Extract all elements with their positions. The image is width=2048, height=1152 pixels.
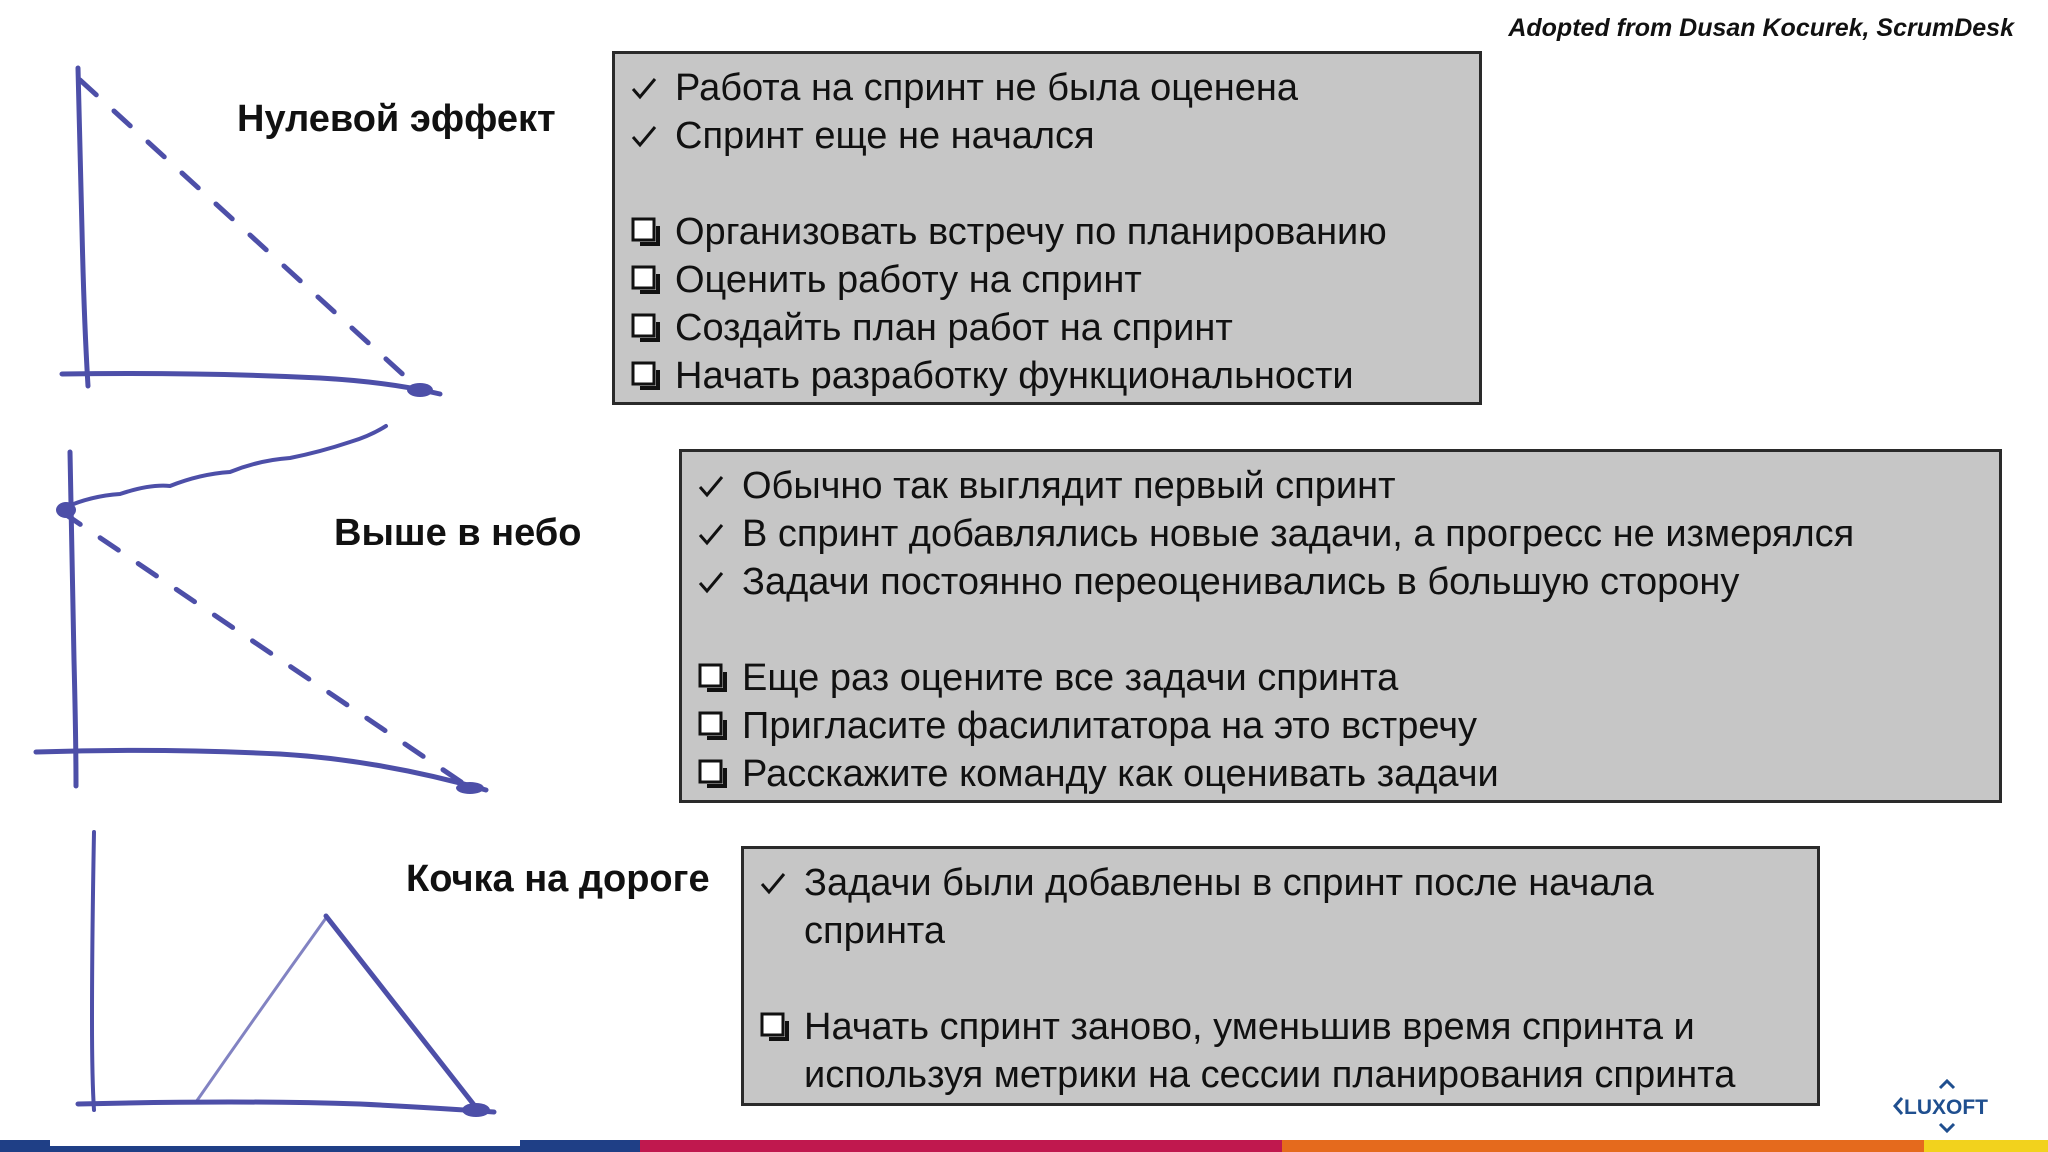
observation-text: Обычно так выглядит первый спринт	[742, 465, 1396, 507]
checkbox-icon	[698, 702, 742, 750]
checkmark-icon	[631, 112, 675, 160]
info-box-bump-on-road	[741, 846, 1820, 1106]
sketch-1-end-dot	[407, 383, 433, 397]
checkbox-icon	[698, 750, 742, 798]
luxoft-logo-icon	[1892, 1078, 2002, 1134]
sketch-3-bump-rise	[196, 918, 326, 1102]
action-item	[698, 750, 1981, 798]
observation-item	[698, 510, 1981, 558]
sketch-3-y-axis	[92, 832, 94, 1110]
section-label-bump-on-road: Кочка на дороге	[406, 858, 710, 900]
checkmark-icon	[631, 64, 675, 112]
footer-bar-crimson	[640, 1140, 1282, 1152]
checkmark-icon	[698, 462, 742, 510]
action-item	[698, 654, 1981, 702]
info-box-up-to-sky	[679, 449, 2002, 803]
checkbox-icon	[698, 654, 742, 702]
sketch-2-x-axis	[36, 750, 486, 790]
action-item	[698, 702, 1981, 750]
source-credit: Adopted from Dusan Kocurek, ScrumDesk	[1508, 14, 2014, 42]
observation-text: Спринт еще не начался	[675, 115, 1095, 157]
observation-text: В спринт добавлялись новые задачи, а прогресс не измерялся	[742, 513, 1855, 555]
observation-text: Задачи были добавлены в спринт после начала спринта	[804, 862, 1654, 952]
sketch-2-end-dot	[456, 782, 484, 794]
list-spacer	[631, 160, 1461, 208]
section-label-zero-effect: Нулевой эффект	[237, 98, 556, 140]
observation-text: Задачи постоянно переоценивались в большую сторону	[742, 561, 1740, 603]
sketch-3-x-axis	[78, 1102, 494, 1112]
action-text: Начать разработку функциональности	[675, 355, 1354, 397]
observation-item	[698, 558, 1981, 606]
action-text: Начать спринт заново, уменьшив время спринта и используя метрики на сессии планирования спринта	[804, 1006, 1736, 1096]
logo-wordmark: LUXOFT	[1904, 1096, 1988, 1119]
action-text: Организовать встречу по планированию	[675, 211, 1387, 253]
list-spacer	[698, 606, 1981, 654]
checkbox-icon	[631, 304, 675, 352]
checkbox-icon	[631, 352, 675, 400]
observation-item	[760, 859, 1799, 955]
checkbox-icon	[631, 256, 675, 304]
checkmark-icon	[698, 510, 742, 558]
checkbox-icon	[760, 1003, 804, 1051]
footer-bar-yellow	[1924, 1140, 2048, 1152]
action-item	[631, 208, 1461, 256]
action-item	[631, 304, 1461, 352]
action-text: Расскажите команду как оценивать задачи	[742, 753, 1499, 795]
sketch-3-bump-fall	[326, 916, 478, 1110]
observation-item	[631, 112, 1461, 160]
checkmark-icon	[698, 558, 742, 606]
checkbox-icon	[631, 208, 675, 256]
list-spacer	[760, 955, 1799, 1003]
action-text: Создайть план работ на спринт	[675, 307, 1233, 349]
sketch-2-start-dot	[56, 502, 76, 518]
footer-bar-highlight	[50, 1140, 520, 1146]
action-text: Пригласите фасилитатора на это встречу	[742, 705, 1478, 747]
sketch-2-actual-line	[64, 426, 386, 508]
action-item	[631, 352, 1461, 400]
checkmark-icon	[760, 859, 804, 907]
action-item	[631, 256, 1461, 304]
footer-bar-orange	[1282, 1140, 1924, 1152]
observation-text: Работа на спринт не была оценена	[675, 67, 1298, 109]
sketch-1-x-axis	[62, 374, 440, 395]
sketch-1-y-axis	[78, 68, 88, 386]
observation-item	[631, 64, 1461, 112]
sketch-up-to-sky	[36, 426, 486, 794]
action-text: Еще раз оцените все задачи спринта	[742, 657, 1399, 699]
section-label-up-to-sky: Выше в небо	[334, 512, 582, 554]
action-text: Оценить работу на спринт	[675, 259, 1142, 301]
sketch-3-end-dot	[462, 1103, 490, 1117]
action-item	[760, 1003, 1799, 1099]
info-box-zero-effect	[612, 51, 1482, 405]
observation-item	[698, 462, 1981, 510]
